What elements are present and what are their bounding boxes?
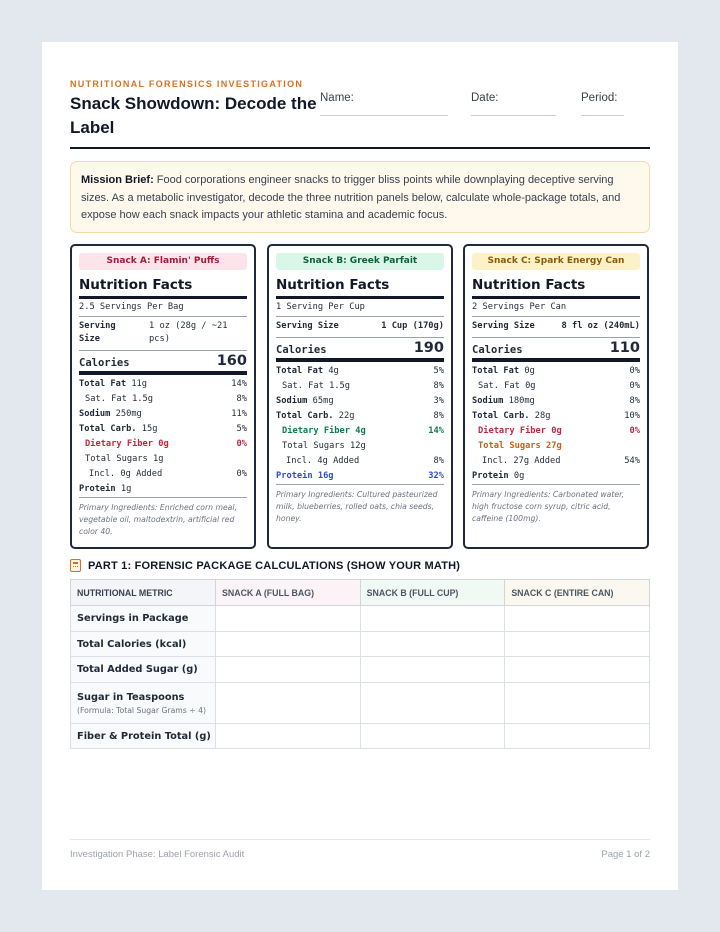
answer-cell-a[interactable] bbox=[216, 683, 361, 724]
nutrient-row: Protein 0g bbox=[472, 471, 525, 481]
answer-cell-b[interactable] bbox=[360, 632, 505, 657]
period-line bbox=[581, 115, 624, 116]
calories-label: Calories bbox=[472, 344, 523, 356]
footer-divider bbox=[70, 839, 650, 840]
ingredients: Primary Ingredients: Carbonated water, high fructose corn syrup, citric acid, caffeine (100mg). bbox=[472, 490, 624, 523]
nutrient-row: Total Fat 11g 14% bbox=[79, 379, 247, 389]
answer-cell-c[interactable] bbox=[505, 606, 650, 632]
nutrient-row: Total Sugars 27g bbox=[478, 441, 562, 451]
metric-label: Total Calories (kcal) bbox=[71, 632, 216, 657]
nutrition-facts-title: Nutrition Facts bbox=[472, 277, 586, 293]
nutrient-row: Sat. Fat 0g 0% bbox=[478, 381, 640, 391]
name-field[interactable] bbox=[320, 92, 354, 104]
date-line bbox=[471, 115, 556, 116]
metric-label: Fiber & Protein Total (g) bbox=[71, 724, 216, 749]
page-title: Snack Showdown: Decode the Label bbox=[70, 94, 317, 137]
servings-per-package: 1 Serving Per Cup bbox=[276, 302, 365, 312]
answer-cell-a[interactable] bbox=[216, 606, 361, 632]
calories-row bbox=[472, 338, 640, 358]
kicker: NUTRITIONAL FORENSICS INVESTIGATION bbox=[70, 79, 304, 89]
brief-label: Mission Brief: bbox=[81, 174, 154, 186]
snack-c-name: Snack C: Spark Energy Can bbox=[472, 253, 640, 270]
calculations-table bbox=[70, 579, 650, 749]
answer-cell-b[interactable] bbox=[360, 657, 505, 683]
nutrient-row: Dietary Fiber 0g 0% bbox=[85, 439, 247, 449]
answer-cell-a[interactable] bbox=[216, 657, 361, 683]
nutrient-row: Dietary Fiber 4g 14% bbox=[282, 426, 444, 436]
nutrition-card-c bbox=[463, 244, 649, 549]
metric-label: Sugar in Teaspoons bbox=[77, 691, 185, 703]
calculator-icon bbox=[70, 559, 81, 572]
nutrient-row: Total Carb. 28g 10% bbox=[472, 411, 640, 421]
answer-cell-c[interactable] bbox=[505, 632, 650, 657]
column-header: SNACK A (FULL BAG) bbox=[216, 580, 361, 606]
nutrient-row: Sat. Fat 1.5g 8% bbox=[282, 381, 444, 391]
serving-size-label: Serving Size bbox=[79, 321, 116, 344]
serving-size-row bbox=[276, 317, 444, 337]
rule bbox=[79, 371, 247, 375]
nutrient-rows bbox=[472, 364, 640, 484]
table-row bbox=[71, 724, 650, 749]
brief-text: Food corporations engineer snacks to trigger bliss points while downplaying deceptive serving sizes. As a metabolic investigator, decode the three nutrition panels below, calculate whole-package totals, and expose how each snack impacts your athletic stamina and academic focus. bbox=[81, 174, 621, 222]
date-field[interactable] bbox=[471, 92, 499, 104]
nutrient-row: Sodium 65mg 3% bbox=[276, 396, 444, 406]
serving-size-row bbox=[472, 317, 640, 337]
nutrient-rows bbox=[276, 364, 444, 484]
ingredients: Primary Ingredients: Cultured pasteurized milk, blueberries, rolled oats, chia seeds, honey. bbox=[276, 490, 438, 523]
calories-value: 190 bbox=[413, 340, 444, 356]
snack-a-name: Snack A: Flamin' Puffs bbox=[79, 253, 247, 270]
rule bbox=[276, 358, 444, 362]
column-header: NUTRITIONAL METRIC bbox=[71, 580, 216, 606]
nutrient-row: Incl. 0g Added 0% bbox=[89, 469, 247, 479]
serving-size-value: 8 fl oz (240mL) bbox=[561, 321, 640, 331]
calories-value: 160 bbox=[216, 353, 247, 369]
rule bbox=[472, 358, 640, 362]
metric-label: Total Added Sugar (g) bbox=[71, 657, 216, 683]
answer-cell-c[interactable] bbox=[505, 683, 650, 724]
table-row bbox=[71, 606, 650, 632]
nutrient-row: Sat. Fat 1.5g 8% bbox=[85, 394, 247, 404]
nutrient-row: Protein 16g 32% bbox=[276, 471, 444, 481]
calories-value: 110 bbox=[609, 340, 640, 356]
nutrient-row: Total Fat 4g 5% bbox=[276, 366, 444, 376]
calories-label: Calories bbox=[79, 357, 130, 369]
answer-cell-c[interactable] bbox=[505, 657, 650, 683]
nutrient-row: Total Carb. 22g 8% bbox=[276, 411, 444, 421]
formula-note: (Formula: Total Sugar Grams ÷ 4) bbox=[77, 705, 206, 715]
nutrient-row: Sodium 250mg 11% bbox=[79, 409, 247, 419]
servings-per-package: 2.5 Servings Per Bag bbox=[79, 302, 184, 312]
servings-per-package: 2 Servings Per Can bbox=[472, 302, 567, 312]
snack-b-name: Snack B: Greek Parfait bbox=[276, 253, 444, 270]
period-label: Period: bbox=[581, 92, 618, 104]
answer-cell-b[interactable] bbox=[360, 683, 505, 724]
worksheet-page bbox=[42, 42, 678, 890]
metric-cell bbox=[71, 683, 216, 724]
table-row bbox=[71, 632, 650, 657]
nutrient-row: Total Sugars 12g bbox=[282, 441, 366, 451]
rule bbox=[276, 484, 444, 485]
rule bbox=[472, 484, 640, 485]
answer-cell-a[interactable] bbox=[216, 724, 361, 749]
column-header: SNACK B (FULL CUP) bbox=[360, 580, 505, 606]
footer-phase: Investigation Phase: Label Forensic Audit bbox=[70, 849, 245, 860]
ingredients: Primary Ingredients: Enriched corn meal, vegetable oil, maltodextrin, artificial red color 40. bbox=[79, 503, 237, 536]
date-label: Date: bbox=[471, 92, 499, 104]
nutrition-card-b bbox=[267, 244, 453, 549]
part1-heading-text: PART 1: FORENSIC PACKAGE CALCULATIONS (SHOW YOUR MATH) bbox=[88, 559, 461, 572]
nutrition-card-a bbox=[70, 244, 256, 549]
answer-cell-b[interactable] bbox=[360, 606, 505, 632]
answer-cell-a[interactable] bbox=[216, 632, 361, 657]
calories-label: Calories bbox=[276, 344, 327, 356]
calories-row bbox=[79, 351, 247, 371]
metric-label: Servings in Package bbox=[71, 606, 216, 632]
table-row bbox=[71, 657, 650, 683]
nutrition-facts-title: Nutrition Facts bbox=[276, 277, 390, 293]
nutrient-row: Total Sugars 1g bbox=[85, 454, 164, 464]
page-number: Page 1 of 2 bbox=[601, 849, 650, 860]
part1-heading bbox=[70, 559, 460, 572]
nutrient-row: Incl. 27g Added 54% bbox=[482, 456, 640, 466]
serving-size-row bbox=[79, 317, 247, 350]
serving-size-value: 1 Cup (170g) bbox=[381, 321, 444, 331]
table-header-row bbox=[71, 580, 650, 606]
nutrition-facts-title: Nutrition Facts bbox=[79, 277, 193, 293]
nutrient-row: Total Fat 0g 0% bbox=[472, 366, 640, 376]
table-row bbox=[71, 683, 650, 724]
answer-cell-c[interactable] bbox=[505, 724, 650, 749]
column-header: SNACK C (ENTIRE CAN) bbox=[505, 580, 650, 606]
nutrient-rows bbox=[79, 377, 247, 497]
nutrient-row: Incl. 4g Added 8% bbox=[286, 456, 444, 466]
answer-cell-b[interactable] bbox=[360, 724, 505, 749]
serving-size-label: Serving Size bbox=[472, 321, 535, 331]
title-divider bbox=[70, 147, 650, 149]
nutrient-row: Protein 1g bbox=[79, 484, 132, 494]
name-label: Name: bbox=[320, 92, 354, 104]
name-line bbox=[320, 115, 448, 116]
serving-size-label: Serving Size bbox=[276, 321, 339, 331]
nutrient-row: Sodium 180mg 8% bbox=[472, 396, 640, 406]
nutrient-row: Dietary Fiber 0g 0% bbox=[478, 426, 640, 436]
nutrient-row: Total Carb. 15g 5% bbox=[79, 424, 247, 434]
rule bbox=[79, 497, 247, 498]
calories-row bbox=[276, 338, 444, 358]
mission-brief bbox=[70, 161, 650, 233]
serving-size-value: 1 oz (28g / ~21 pcs) bbox=[149, 321, 228, 344]
period-field[interactable] bbox=[581, 92, 617, 104]
